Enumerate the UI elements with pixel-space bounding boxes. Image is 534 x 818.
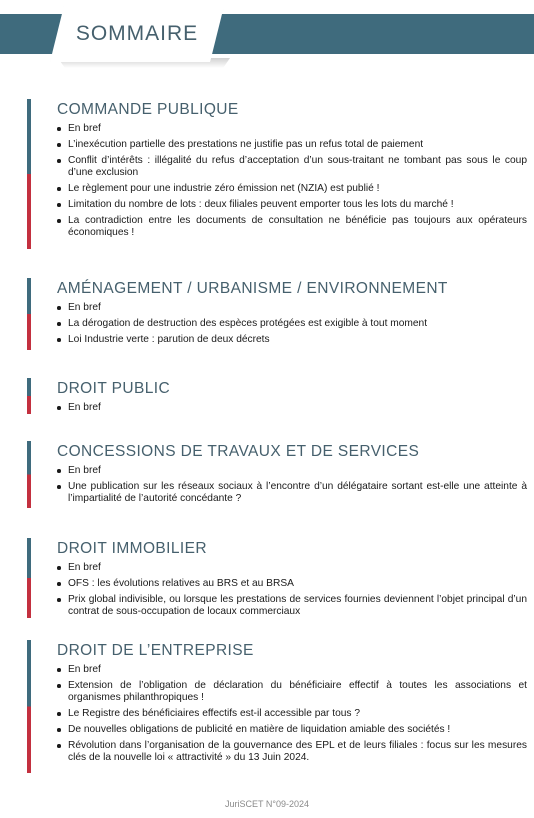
list-item[interactable]: La dérogation de destruction des espèces protégées est exigible à tout moment	[57, 318, 527, 330]
list-item[interactable]: Une publication sur les réseaux sociaux à l’encontre d’un délégataire sortant est-elle une atteinte à l’impartialité de l’autorité concédante ?	[57, 481, 527, 505]
section-commande-publique	[27, 99, 527, 249]
item-list	[27, 123, 527, 239]
list-item[interactable]: Limitation du nombre de lots : deux filiales peuvent emporter tous les lots du marché !	[57, 199, 527, 211]
footer-issue-label: JuriSCET N°09-2024	[225, 799, 309, 809]
section-title: DROIT DE L’ENTREPRISE	[57, 642, 254, 659]
list-item[interactable]: OFS : les évolutions relatives au BRS et au BRSA	[57, 578, 527, 590]
list-item[interactable]: Le Registre des bénéficiaires effectifs est-il accessible par tous ?	[57, 708, 527, 720]
section-accent-bar	[27, 278, 31, 350]
section-concessions	[27, 441, 527, 508]
section-accent-bar	[27, 538, 31, 618]
list-item[interactable]: Conflit d’intérêts : illégalité du refus d’acceptation d’un sous-traitant ne tombant pas sous le coup d’une exclusion	[57, 155, 527, 179]
section-title: AMÉNAGEMENT / URBANISME / ENVIRONNEMENT	[57, 280, 448, 297]
list-item[interactable]: La contradiction entre les documents de consultation ne bénéficie pas toujours aux opérateurs économiques !	[57, 215, 527, 239]
section-title: DROIT IMMOBILIER	[57, 540, 207, 557]
list-item[interactable]: En bref	[57, 664, 527, 676]
section-droit-public	[27, 378, 527, 414]
list-item[interactable]: En bref	[57, 402, 527, 414]
section-droit-immobilier	[27, 538, 527, 618]
section-droit-entreprise	[27, 640, 527, 773]
item-list	[27, 402, 527, 414]
list-item[interactable]: En bref	[57, 123, 527, 135]
list-item[interactable]: En bref	[57, 465, 527, 477]
list-item[interactable]: Loi Industrie verte : parution de deux décrets	[57, 334, 527, 346]
section-title: DROIT PUBLIC	[57, 380, 171, 397]
section-accent-bar	[27, 441, 31, 508]
item-list	[27, 302, 527, 346]
item-list	[27, 465, 527, 505]
section-accent-bar	[27, 640, 31, 773]
list-item[interactable]: En bref	[57, 562, 527, 574]
list-item[interactable]: Le règlement pour une industrie zéro émission net (NZIA) est publié !	[57, 183, 527, 195]
list-item[interactable]: Prix global indivisible, ou lorsque les prestations de services fournies deviennent l’objet principal d’un contrat de sous-occupation de locaux commerciaux	[57, 594, 527, 618]
list-item[interactable]: De nouvelles obligations de publicité en matière de liquidation amiable des sociétés !	[57, 724, 527, 736]
item-list	[27, 562, 527, 618]
section-title: COMMANDE PUBLIQUE	[57, 101, 239, 118]
list-item[interactable]: En bref	[57, 302, 527, 314]
section-title: CONCESSIONS DE TRAVAUX ET DE SERVICES	[57, 443, 420, 460]
section-accent-bar	[27, 99, 31, 249]
page-title: SOMMAIRE	[75, 22, 199, 45]
list-item[interactable]: L’inexécution partielle des prestations ne justifie pas un refus total de paiement	[57, 139, 527, 151]
list-item[interactable]: Révolution dans l’organisation de la gouvernance des EPL et de leurs filiales : focus sur les mesures clés de la nouvelle loi « attractivité » du 13 Juin 2024.	[57, 740, 527, 764]
item-list	[27, 664, 527, 764]
section-amenagement	[27, 278, 527, 350]
section-accent-bar	[27, 378, 31, 414]
list-item[interactable]: Extension de l’obligation de déclaration du bénéficiaire effectif à toutes les associations et organismes philanthropiques !	[57, 680, 527, 704]
